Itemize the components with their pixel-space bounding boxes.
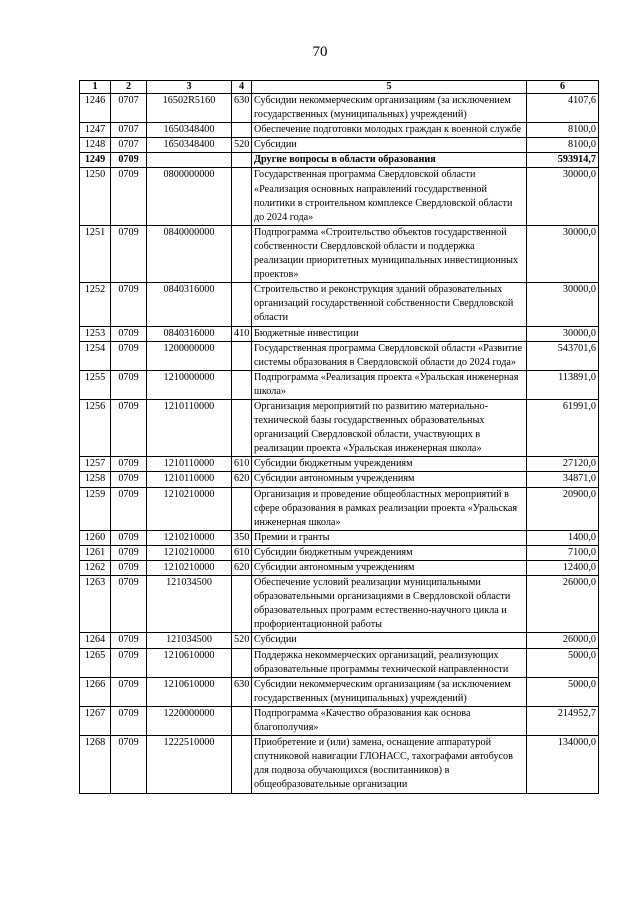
amount-cell: 5000,0 [527, 677, 599, 706]
item-name-cell: Приобретение и (или) замена, оснащение аппаратурой спутниковой навигации ГЛОНАСС, тахографами автобусов для подвоза обучающихся (воспитанников) в общеобразовательные организации [252, 736, 527, 793]
expense-type-cell [232, 399, 252, 456]
section-code-cell: 0707 [111, 138, 147, 153]
section-code-cell: 0709 [111, 561, 147, 576]
section-code-cell: 0709 [111, 677, 147, 706]
amount-cell: 543701,6 [527, 341, 599, 370]
target-article-cell: 0840316000 [147, 326, 232, 341]
section-code-cell: 0709 [111, 399, 147, 456]
target-article-cell: 0800000000 [147, 168, 232, 225]
row-number-cell: 1255 [80, 370, 111, 399]
amount-cell: 113891,0 [527, 370, 599, 399]
item-name-cell: Обеспечение подготовки молодых граждан к военной службе [252, 123, 527, 138]
amount-cell: 61991,0 [527, 399, 599, 456]
item-name-cell: Субсидии бюджетным учреждениям [252, 457, 527, 472]
table-row [80, 648, 599, 677]
section-code-cell: 0709 [111, 225, 147, 282]
section-code-cell: 0707 [111, 94, 147, 123]
amount-cell: 8100,0 [527, 123, 599, 138]
target-article-cell: 121034500 [147, 633, 232, 648]
target-article-cell: 1210110000 [147, 457, 232, 472]
section-code-cell: 0709 [111, 736, 147, 793]
item-name-cell: Организация и проведение общеобластных мероприятий в сфере образования в рамках реализации проекта «Уральская инженерная школа» [252, 487, 527, 530]
table-row [80, 123, 599, 138]
target-article-cell: 1210210000 [147, 530, 232, 545]
expense-type-cell [232, 341, 252, 370]
row-number-cell: 1258 [80, 472, 111, 487]
row-number-cell: 1250 [80, 168, 111, 225]
row-number-cell: 1261 [80, 545, 111, 560]
section-code-cell: 0709 [111, 326, 147, 341]
row-number-cell: 1253 [80, 326, 111, 341]
amount-cell: 7100,0 [527, 545, 599, 560]
amount-cell: 30000,0 [527, 168, 599, 225]
expense-type-cell: 630 [232, 677, 252, 706]
table-row [80, 225, 599, 282]
table-row [80, 633, 599, 648]
item-name-cell: Субсидии [252, 138, 527, 153]
target-article-cell: 1210610000 [147, 677, 232, 706]
amount-cell: 12400,0 [527, 561, 599, 576]
table-row [80, 545, 599, 560]
section-code-cell: 0709 [111, 530, 147, 545]
expense-type-cell [232, 168, 252, 225]
section-code-cell: 0709 [111, 153, 147, 168]
target-article-cell: 1210610000 [147, 648, 232, 677]
item-name-cell: Государственная программа Свердловской области «Реализация основных направлений государственной политики в строительном комплексе Свердловской области до 2024 года» [252, 168, 527, 225]
amount-cell: 26000,0 [527, 633, 599, 648]
item-name-cell: Государственная программа Свердловской области «Развитие системы образования в Свердловской области до 2024 года» [252, 341, 527, 370]
table-row [80, 677, 599, 706]
table-header-row [80, 81, 599, 94]
amount-cell: 27120,0 [527, 457, 599, 472]
target-article-cell: 0840000000 [147, 225, 232, 282]
table-row [80, 530, 599, 545]
row-number-cell: 1256 [80, 399, 111, 456]
row-number-cell: 1265 [80, 648, 111, 677]
amount-cell: 30000,0 [527, 326, 599, 341]
item-name-cell: Субсидии автономным учреждениям [252, 561, 527, 576]
section-code-cell: 0709 [111, 648, 147, 677]
item-name-cell: Строительство и реконструкция зданий образовательных организаций государственной собственности Свердловской области [252, 283, 527, 326]
item-name-cell: Другие вопросы в области образования [252, 153, 527, 168]
table-row [80, 576, 599, 633]
row-number-cell: 1254 [80, 341, 111, 370]
section-code-cell: 0709 [111, 633, 147, 648]
expense-type-cell [232, 487, 252, 530]
item-name-cell: Бюджетные инвестиции [252, 326, 527, 341]
row-number-cell: 1249 [80, 153, 111, 168]
header-col-3: 3 [147, 81, 232, 94]
row-number-cell: 1257 [80, 457, 111, 472]
section-code-cell: 0709 [111, 457, 147, 472]
section-code-cell: 0709 [111, 545, 147, 560]
table-row [80, 457, 599, 472]
table-row [80, 370, 599, 399]
header-col-2: 2 [111, 81, 147, 94]
target-article-cell: 1210000000 [147, 370, 232, 399]
table-row [80, 326, 599, 341]
section-code-cell: 0709 [111, 370, 147, 399]
amount-cell: 134000,0 [527, 736, 599, 793]
target-article-cell: 1222510000 [147, 736, 232, 793]
expense-type-cell: 610 [232, 545, 252, 560]
target-article-cell: 1210210000 [147, 487, 232, 530]
table-row [80, 283, 599, 326]
amount-cell: 8100,0 [527, 138, 599, 153]
expense-type-cell: 630 [232, 94, 252, 123]
amount-cell: 5000,0 [527, 648, 599, 677]
target-article-cell: 16502R5160 [147, 94, 232, 123]
row-number-cell: 1267 [80, 706, 111, 735]
section-code-cell: 0709 [111, 706, 147, 735]
amount-cell: 214952,7 [527, 706, 599, 735]
table-row [80, 94, 599, 123]
target-article-cell: 1210210000 [147, 545, 232, 560]
row-number-cell: 1251 [80, 225, 111, 282]
amount-cell: 20900,0 [527, 487, 599, 530]
expense-type-cell [232, 576, 252, 633]
table-row [80, 706, 599, 735]
item-name-cell: Поддержка некоммерческих организаций, реализующих образовательные программы технической направленности [252, 648, 527, 677]
section-code-cell: 0709 [111, 472, 147, 487]
target-article-cell [147, 153, 232, 168]
amount-cell: 26000,0 [527, 576, 599, 633]
expense-type-cell: 610 [232, 457, 252, 472]
section-code-cell: 0709 [111, 283, 147, 326]
table-row [80, 736, 599, 793]
table-row [80, 487, 599, 530]
section-code-cell: 0707 [111, 123, 147, 138]
amount-cell: 1400,0 [527, 530, 599, 545]
budget-table [79, 80, 599, 794]
target-article-cell: 1650348400 [147, 123, 232, 138]
target-article-cell: 1210110000 [147, 472, 232, 487]
row-number-cell: 1246 [80, 94, 111, 123]
header-col-6: 6 [527, 81, 599, 94]
row-number-cell: 1248 [80, 138, 111, 153]
row-number-cell: 1264 [80, 633, 111, 648]
table-row [80, 399, 599, 456]
amount-cell: 30000,0 [527, 283, 599, 326]
expense-type-cell: 350 [232, 530, 252, 545]
table-row [80, 153, 599, 168]
item-name-cell: Обеспечение условий реализации муниципальными образовательными организациями в Свердловской области образовательных программ естественно-научного цикла и профориентационной работы [252, 576, 527, 633]
item-name-cell: Подпрограмма «Строительство объектов государственной собственности Свердловской области и поддержка реализации приоритетных муниципальных инвестиционных проектов» [252, 225, 527, 282]
amount-cell: 34871,0 [527, 472, 599, 487]
item-name-cell: Премии и гранты [252, 530, 527, 545]
table-row [80, 472, 599, 487]
header-col-1: 1 [80, 81, 111, 94]
target-article-cell: 1650348400 [147, 138, 232, 153]
target-article-cell: 0840316000 [147, 283, 232, 326]
item-name-cell: Субсидии бюджетным учреждениям [252, 545, 527, 560]
row-number-cell: 1266 [80, 677, 111, 706]
target-article-cell: 1210110000 [147, 399, 232, 456]
section-code-cell: 0709 [111, 341, 147, 370]
header-col-5: 5 [252, 81, 527, 94]
expense-type-cell: 620 [232, 561, 252, 576]
expense-type-cell: 620 [232, 472, 252, 487]
row-number-cell: 1259 [80, 487, 111, 530]
page-number: 70 [312, 44, 328, 60]
table-row [80, 138, 599, 153]
expense-type-cell [232, 706, 252, 735]
expense-type-cell: 410 [232, 326, 252, 341]
table-row [80, 561, 599, 576]
header-col-4: 4 [232, 81, 252, 94]
section-code-cell: 0709 [111, 487, 147, 530]
amount-cell: 593914,7 [527, 153, 599, 168]
item-name-cell: Подпрограмма «Реализация проекта «Уральская инженерная школа» [252, 370, 527, 399]
target-article-cell: 1200000000 [147, 341, 232, 370]
expense-type-cell: 520 [232, 633, 252, 648]
item-name-cell: Субсидии некоммерческим организациям (за исключением государственных (муниципальных) учреждений) [252, 94, 527, 123]
item-name-cell: Субсидии некоммерческим организациям (за исключением государственных (муниципальных) учреждений) [252, 677, 527, 706]
expense-type-cell [232, 648, 252, 677]
section-code-cell: 0709 [111, 576, 147, 633]
expense-type-cell [232, 283, 252, 326]
table-row [80, 341, 599, 370]
item-name-cell: Организация мероприятий по развитию материально-технической базы государственных образовательных организаций Свердловской области, участвующих в реализации проекта «Уральская инженерная школа» [252, 399, 527, 456]
item-name-cell: Субсидии автономным учреждениям [252, 472, 527, 487]
row-number-cell: 1263 [80, 576, 111, 633]
item-name-cell: Субсидии [252, 633, 527, 648]
row-number-cell: 1260 [80, 530, 111, 545]
expense-type-cell [232, 123, 252, 138]
row-number-cell: 1252 [80, 283, 111, 326]
target-article-cell: 121034500 [147, 576, 232, 633]
expense-type-cell [232, 370, 252, 399]
table-body [80, 94, 599, 794]
row-number-cell: 1268 [80, 736, 111, 793]
expense-type-cell [232, 153, 252, 168]
expense-type-cell [232, 736, 252, 793]
amount-cell: 4107,6 [527, 94, 599, 123]
section-code-cell: 0709 [111, 168, 147, 225]
row-number-cell: 1247 [80, 123, 111, 138]
amount-cell: 30000,0 [527, 225, 599, 282]
expense-type-cell [232, 225, 252, 282]
target-article-cell: 1210210000 [147, 561, 232, 576]
item-name-cell: Подпрограмма «Качество образования как основа благополучия» [252, 706, 527, 735]
expense-type-cell: 520 [232, 138, 252, 153]
target-article-cell: 1220000000 [147, 706, 232, 735]
table-row [80, 168, 599, 225]
row-number-cell: 1262 [80, 561, 111, 576]
